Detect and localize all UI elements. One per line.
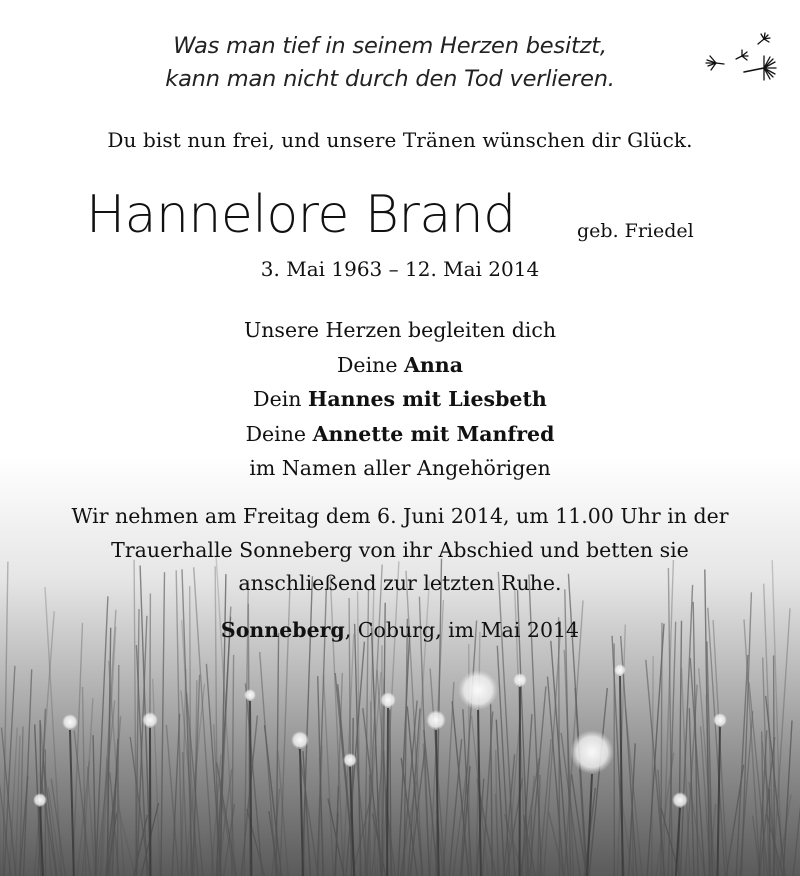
mourners-prefix: Dein <box>253 387 309 411</box>
dandelion-puff <box>62 714 78 730</box>
service-line-3: anschließend zur letzten Ruhe. <box>238 571 562 595</box>
grass-blade <box>774 655 775 876</box>
mourners-line-1: Unsere Herzen begleiten dich <box>243 318 557 342</box>
maiden-name: geb. Friedel <box>577 220 694 242</box>
deceased-name: Hannelore Brand <box>86 185 516 245</box>
mourners-line-5: im Namen aller Angehörigen <box>249 456 551 480</box>
motto-line-2: kann man nicht durch den Tod verlieren. <box>165 66 615 92</box>
service-line-2: Trauerhalle Sonneberg von ihr Abschied und betten sie <box>111 537 689 562</box>
dandelion-puff <box>380 692 396 708</box>
place-and-date <box>0 618 800 642</box>
mourner-name: Hannes mit Liesbeth <box>308 387 547 411</box>
dandelion-puff <box>343 753 357 767</box>
dandelion-puff <box>570 730 614 774</box>
dandelion-stem <box>387 708 388 876</box>
mourners-prefix: Deine <box>245 421 313 446</box>
dandelion-puff <box>244 689 256 701</box>
dandelion-puff <box>672 792 688 808</box>
dandelion-puff <box>513 673 527 687</box>
dandelion-puff <box>458 670 498 710</box>
dandelion-puff <box>33 793 47 807</box>
dandelion-puff <box>142 712 158 728</box>
mourners-block <box>0 313 800 486</box>
dandelion-puff <box>614 664 626 676</box>
mourners-line-3 <box>0 382 800 417</box>
place-bold: Sonneberg <box>220 618 345 642</box>
dandelion-puff <box>426 710 446 730</box>
name-row <box>0 180 800 250</box>
dandelion-seeds-icon <box>702 30 782 90</box>
dandelion-stem <box>250 701 251 876</box>
mourners-prefix: Deine <box>337 352 404 377</box>
mourner-name: Anna <box>403 352 463 377</box>
mourner-name: Annette mit Manfred <box>312 421 555 446</box>
motto-line-1: Was man tief in seinem Herzen besitzt, <box>173 33 607 59</box>
place-rest: , Coburg, im Mai 2014 <box>344 618 580 642</box>
grass-blade <box>304 793 305 876</box>
intro-line: Du bist nun frei, und unsere Tränen wünschen dir Glück. <box>107 128 693 152</box>
mourners-line-2 <box>0 348 800 383</box>
grass-blade <box>381 645 382 876</box>
mourners-line-4 <box>0 417 800 452</box>
motto-quote <box>140 30 640 96</box>
life-dates: 3. Mai 1963 – 12. Mai 2014 <box>260 257 540 281</box>
service-notice <box>0 500 800 601</box>
dandelion-puff <box>713 713 727 727</box>
grass-blade <box>559 617 560 876</box>
dandelion-puff <box>291 731 309 749</box>
grass-blade <box>531 815 532 876</box>
service-line-1: Wir nehmen am Freitag dem 6. Juni 2014, um 11.00 Uhr in der <box>71 504 729 528</box>
